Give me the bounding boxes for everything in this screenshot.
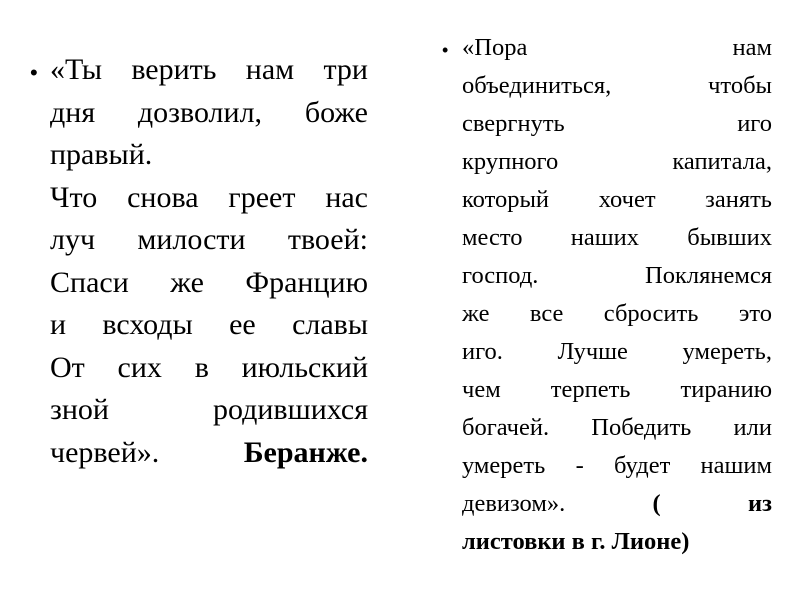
left-word: дозволил, — [137, 95, 263, 129]
right-line — [462, 181, 772, 219]
left-word: ее — [229, 308, 256, 341]
left-word: июльский — [241, 350, 368, 384]
left-line — [50, 219, 368, 262]
right-word: чем — [462, 376, 501, 403]
left-word: греет — [228, 180, 296, 214]
left-word: нам — [245, 53, 295, 86]
bullet-icon: • — [442, 40, 449, 60]
right-word: иго. — [462, 338, 503, 365]
left-line — [50, 177, 368, 220]
right-word: умереть, — [682, 338, 772, 365]
left-quote-author: Беранже. — [243, 435, 368, 469]
right-line — [462, 371, 772, 409]
left-word: нас — [325, 180, 368, 214]
left-column — [30, 49, 368, 474]
right-line — [462, 257, 772, 295]
left-bullet-item — [30, 49, 368, 474]
left-quote-text — [50, 49, 368, 432]
left-line — [50, 262, 368, 305]
right-word: бывших — [687, 224, 772, 251]
right-line — [462, 409, 772, 447]
left-word: славы — [292, 308, 368, 341]
left-line — [50, 304, 368, 347]
left-word: луч — [50, 223, 96, 256]
right-word: крупного — [462, 148, 559, 175]
left-word: Что — [50, 180, 98, 214]
right-quote-source-open: ( — [652, 490, 661, 517]
right-line — [462, 105, 772, 143]
left-line — [50, 92, 368, 135]
left-line — [50, 389, 368, 432]
right-column — [442, 29, 772, 561]
left-word: правый. — [50, 138, 153, 171]
right-word: который — [462, 186, 550, 213]
right-quote-text — [462, 29, 772, 485]
right-line — [462, 295, 772, 333]
right-line — [462, 143, 772, 181]
left-word: боже — [304, 95, 368, 129]
right-word: хочет — [598, 186, 656, 213]
right-word: или — [733, 414, 772, 441]
left-line — [50, 49, 368, 92]
left-word: От — [50, 350, 85, 384]
right-word: все — [529, 300, 564, 327]
left-word: и — [50, 308, 67, 341]
left-word: зной — [50, 393, 109, 426]
left-word: же — [170, 265, 204, 299]
right-word: объединиться, — [462, 72, 612, 99]
right-word: терпеть — [550, 376, 631, 403]
right-quote-source: листовки в г. Лионе) — [462, 528, 690, 555]
right-word: нам — [732, 34, 772, 61]
left-word: родившихся — [212, 393, 368, 426]
right-word: Поклянемся — [645, 262, 772, 289]
right-word: умереть — [462, 452, 546, 479]
left-word: «Ты — [50, 53, 102, 86]
left-quote-last-words: червей». — [50, 435, 160, 469]
left-word: Францию — [245, 265, 368, 299]
right-word: наших — [570, 224, 639, 251]
right-word: свергнуть — [462, 110, 565, 137]
left-word: в — [194, 350, 209, 384]
right-word: Лучше — [557, 338, 628, 365]
left-quote-last-line — [50, 432, 368, 475]
right-word: будет — [613, 452, 671, 479]
right-word: Победить — [591, 414, 692, 441]
right-word: капитала, — [672, 148, 772, 175]
right-quote-last-words: девизом». — [462, 490, 566, 517]
bullet-icon: • — [30, 60, 38, 85]
left-line — [50, 347, 368, 390]
left-word: всходы — [102, 308, 193, 341]
right-word: это — [738, 300, 772, 327]
left-word: сих — [117, 350, 162, 384]
right-word: же — [462, 300, 490, 327]
right-quote-line-13 — [462, 485, 772, 523]
left-word: милости — [137, 223, 246, 256]
left-word: три — [323, 53, 368, 86]
left-word: твоей: — [287, 223, 368, 256]
right-word: богачей. — [462, 414, 550, 441]
left-word: дня — [50, 95, 96, 129]
right-line — [462, 447, 772, 485]
left-word: снова — [127, 180, 199, 214]
right-word: «Пора — [462, 34, 528, 61]
right-word: занять — [705, 186, 772, 213]
right-word: тиранию — [680, 376, 772, 403]
right-bullet-item — [442, 29, 772, 561]
right-word: место — [462, 224, 523, 251]
left-line — [50, 134, 368, 177]
right-word: господ. — [462, 262, 539, 289]
right-line — [462, 219, 772, 257]
right-word: сбросить — [603, 300, 699, 327]
right-word: нашим — [700, 452, 772, 479]
left-word: верить — [131, 53, 217, 86]
right-word: иго — [737, 110, 772, 137]
right-word: - — [575, 452, 584, 479]
right-word: чтобы — [708, 72, 772, 99]
right-line — [462, 333, 772, 371]
left-word: Спаси — [50, 265, 129, 299]
right-line — [462, 29, 772, 67]
right-quote-source-from: из — [748, 490, 772, 517]
right-line — [462, 67, 772, 105]
